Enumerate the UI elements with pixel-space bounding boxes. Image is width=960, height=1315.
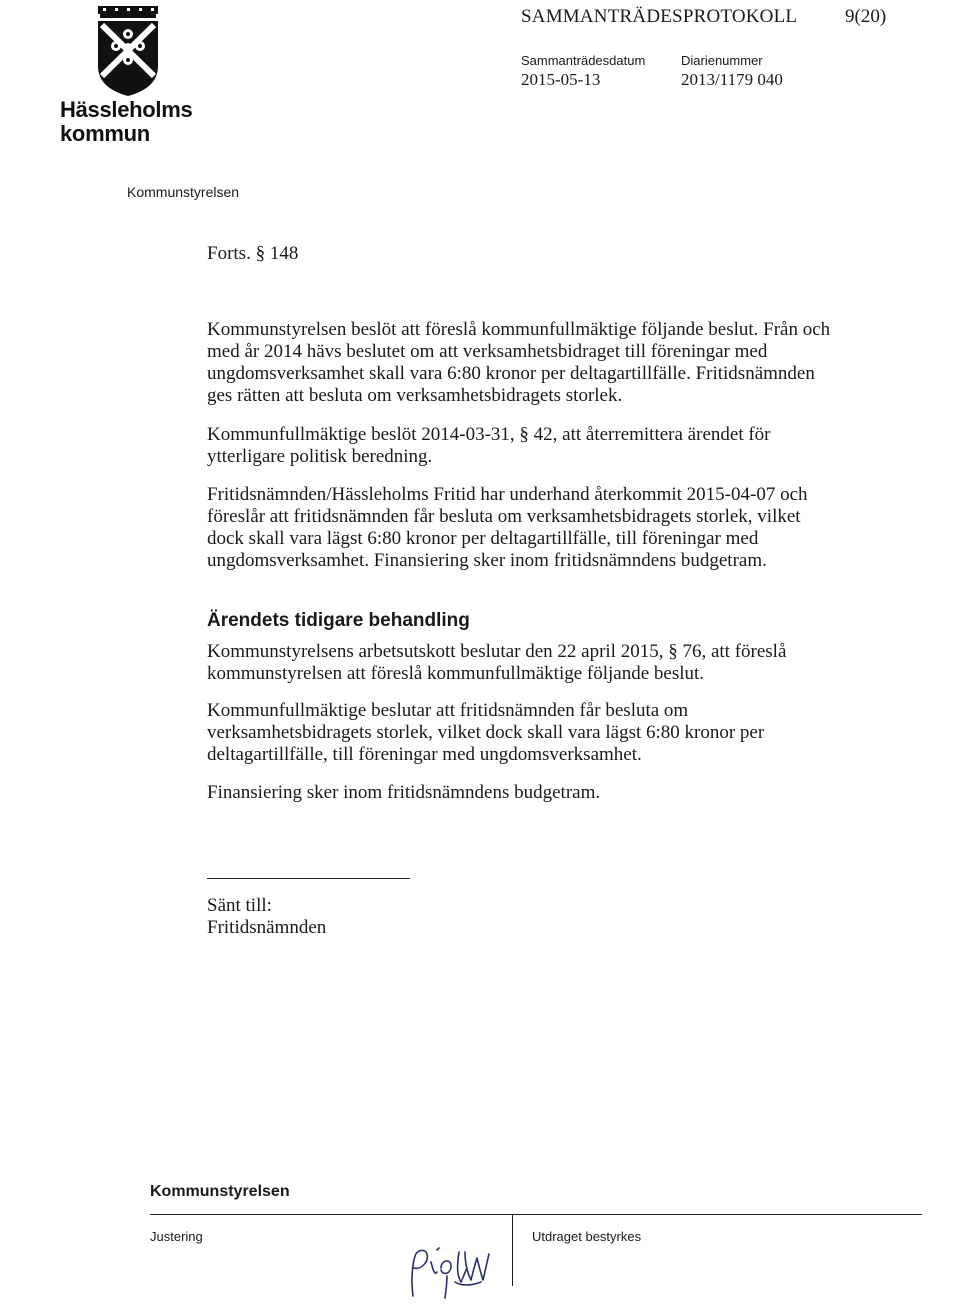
document-title: SAMMANTRÄDESPROTOKOLL <box>521 6 798 27</box>
footer-board-name: Kommunstyrelsen <box>150 1183 290 1200</box>
municipality-crest-logo <box>96 6 160 98</box>
text-line: Kommunstyrelsen beslöt att föreslå kommunfullmäktige följande beslut. Från och <box>207 319 831 340</box>
paragraph-committee-decision <box>207 641 847 685</box>
text-line: Kommunstyrelsens arbetsutskott beslutar den 22 april 2015, § 76, att föreslå <box>207 641 787 662</box>
text-line: dock skall vara lägst 6:80 kronor per deltagartillfälle, till föreningar med <box>207 528 759 549</box>
organization-name: Hässleholms kommun <box>60 97 193 146</box>
paragraph-proposal <box>207 319 847 407</box>
text-line: Fritidsnämnden/Hässleholms Fritid har underhand återkommit 2015-04-07 och <box>207 484 808 505</box>
footer-column-divider <box>512 1214 513 1286</box>
text-line: deltagartillfälle, till föreningar med ungdomsverksamhet. <box>207 744 642 765</box>
text-line: Kommunfullmäktige beslöt 2014-03-31, § 42, att återremittera ärendet för <box>207 424 771 445</box>
meeting-date-value: 2015-05-13 <box>521 70 601 89</box>
divider-line <box>207 878 410 879</box>
sent-to-label: Sänt till: <box>207 895 272 916</box>
registration-number-value: 2013/1179 040 <box>681 70 783 89</box>
text-line: ungdomsverksamhet skall vara 6:80 kronor per deltagartillfälle. Fritidsnämnden <box>207 363 815 384</box>
text-line: med år 2014 hävs beslutet om att verksamhetsbidraget till föreningar med <box>207 341 768 362</box>
paragraph-recreation-board <box>207 484 847 572</box>
signature-initials <box>395 1232 505 1304</box>
paragraph-referral <box>207 424 847 468</box>
text-line: verksamhetsbidragets storlek, vilket dock skall vara lägst 6:80 kronor per <box>207 722 765 743</box>
footer-divider-line <box>150 1214 922 1215</box>
meeting-date-label: Sammanträdesdatum <box>521 53 646 68</box>
section-heading-history: Ärendets tidigare behandling <box>207 610 470 631</box>
registration-number-label: Diarienummer <box>681 53 763 68</box>
board-name: Kommunstyrelsen <box>127 184 240 200</box>
paragraph-council-decision <box>207 700 847 766</box>
text-line: Kommunfullmäktige beslutar att fritidsnämnden får besluta om <box>207 700 689 721</box>
extract-certified-label: Utdraget bestyrkes <box>532 1229 642 1244</box>
adjustment-label: Justering <box>150 1229 203 1244</box>
section-continuation: Forts. § 148 <box>207 243 299 264</box>
text-line: ytterligare politisk beredning. <box>207 446 433 467</box>
sent-to-block <box>207 895 326 939</box>
text-line: ungdomsverksamhet. Finansiering sker inom fritidsnämndens budgetram. <box>207 550 767 571</box>
sent-to-recipient: Fritidsnämnden <box>207 917 327 938</box>
text-line: ges rätten att besluta om verksamhetsbidragets storlek. <box>207 385 623 406</box>
text-line: kommunstyrelsen att föreslå kommunfullmäktige följande beslut. <box>207 663 705 684</box>
text-line: föreslår att fritidsnämnden får besluta om verksamhetsbidragets storlek, vilket <box>207 506 801 527</box>
page-number: 9(20) <box>845 6 887 27</box>
paragraph-financing <box>207 782 847 804</box>
text-line: Finansiering sker inom fritidsnämndens budgetram. <box>207 782 601 803</box>
